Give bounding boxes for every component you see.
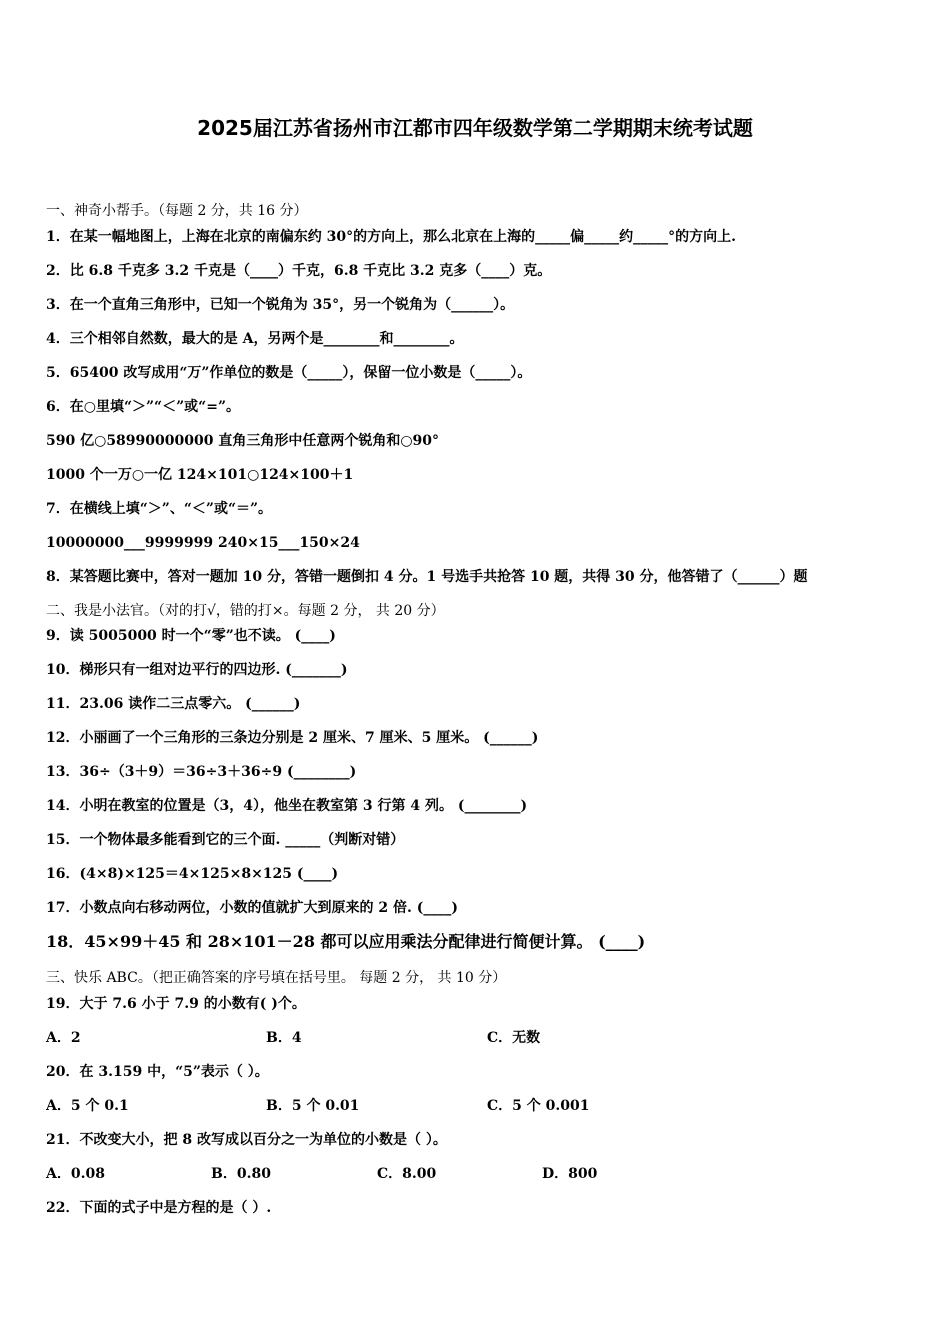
section-1-heading: 一、神奇小帮手。（每题 2 分，共 16 分）	[46, 203, 308, 219]
question-13: 13．36÷（3＋9）＝36÷3＋36÷9 (________)	[46, 764, 357, 780]
question-20: 20．在 3.159 中，“5”表示（ ）。	[46, 1064, 269, 1080]
section-3-heading: 三、快乐 ABC。（把正确答案的序号填在括号里。 每题 2 分， 共 10 分）	[46, 970, 507, 986]
question-21: 21．不改变大小，把 8 改写成以百分之一为单位的小数是（ ）。	[46, 1132, 447, 1148]
question-14: 14．小明在教室的位置是（3，4），他坐在教室第 3 行第 4 列。 (________)	[46, 798, 528, 814]
question-16: 16．(4×8)×125＝4×125×8×125 (____)	[46, 866, 339, 882]
question-21-option-d: D．800	[542, 1166, 598, 1182]
question-1: 1．在某一幅地图上，上海在北京的南偏东约 30°的方向上，那么北京在上海的_____偏_____约_____°的方向上.	[46, 229, 736, 245]
question-8: 8．某答题比赛中，答对一题加 10 分，答错一题倒扣 4 分。1 号选手共抢答 10 题，共得 30 分，他答错了（______）题	[46, 569, 808, 585]
question-5: 5．65400 改写成用“万”作单位的数是（_____），保留一位小数是（_____）。	[46, 365, 532, 381]
question-17: 17．小数点向右移动两位，小数的值就扩大到原来的 2 倍. (____)	[46, 900, 458, 916]
question-6-row-b: 1000 个一万○一亿 124×101○124×100＋1	[46, 467, 354, 483]
question-19: 19．大于 7.6 小于 7.9 的小数有( )个。	[46, 996, 306, 1012]
question-20-option-b: B．5 个 0.01	[266, 1098, 360, 1114]
section-2-heading: 二、我是小法官。（对的打√，错的打×。每题 2 分， 共 20 分）	[46, 603, 445, 619]
question-3: 3．在一个直角三角形中，已知一个锐角为 35°，另一个锐角为（______）。	[46, 297, 515, 313]
question-19-option-c: C．无数	[487, 1030, 541, 1046]
question-21-option-b: B．0.80	[211, 1166, 271, 1182]
question-10: 10．梯形只有一组对边平行的四边形. (_______)	[46, 662, 348, 678]
question-20-option-a: A．5 个 0.1	[46, 1098, 129, 1114]
question-6-row-a: 590 亿○58990000000 直角三角形中任意两个锐角和○90°	[46, 433, 440, 449]
question-21-option-c: C．8.00	[377, 1166, 437, 1182]
question-11: 11．23.06 读作二三点零六。 (______)	[46, 696, 301, 712]
question-7-row-a: 10000000___9999999 240×15___150×24	[46, 535, 360, 551]
question-4: 4．三个相邻自然数，最大的是 A，另两个是________和________。	[46, 331, 464, 347]
question-20-option-c: C．5 个 0.001	[487, 1098, 590, 1114]
question-22: 22．下面的式子中是方程的是（ ）.	[46, 1200, 272, 1216]
question-6: 6．在○里填“＞”“＜”或“=”。	[46, 399, 241, 415]
page-title: 2025届江苏省扬州市江都市四年级数学第二学期期末统考试题	[197, 116, 753, 140]
question-12: 12．小丽画了一个三角形的三条边分别是 2 厘米、7 厘米、5 厘米。 (______)	[46, 730, 539, 746]
question-21-option-a: A．0.08	[46, 1166, 105, 1182]
question-2: 2．比 6.8 千克多 3.2 千克是（____）千克，6.8 千克比 3.2 克多（____）克。	[46, 263, 552, 279]
question-19-option-a: A．2	[46, 1030, 81, 1046]
question-7: 7．在横线上填“＞”、“＜”或“＝”。	[46, 501, 273, 517]
question-18: 18．45×99＋45 和 28×101－28 都可以应用乘法分配律进行简便计算。 (____)	[46, 932, 646, 951]
question-19-option-b: B．4	[266, 1030, 302, 1046]
question-9: 9．读 5005000 时一个“零”也不读。 (____)	[46, 628, 336, 644]
question-15: 15．一个物体最多能看到它的三个面. _____（判断对错）	[46, 832, 405, 848]
